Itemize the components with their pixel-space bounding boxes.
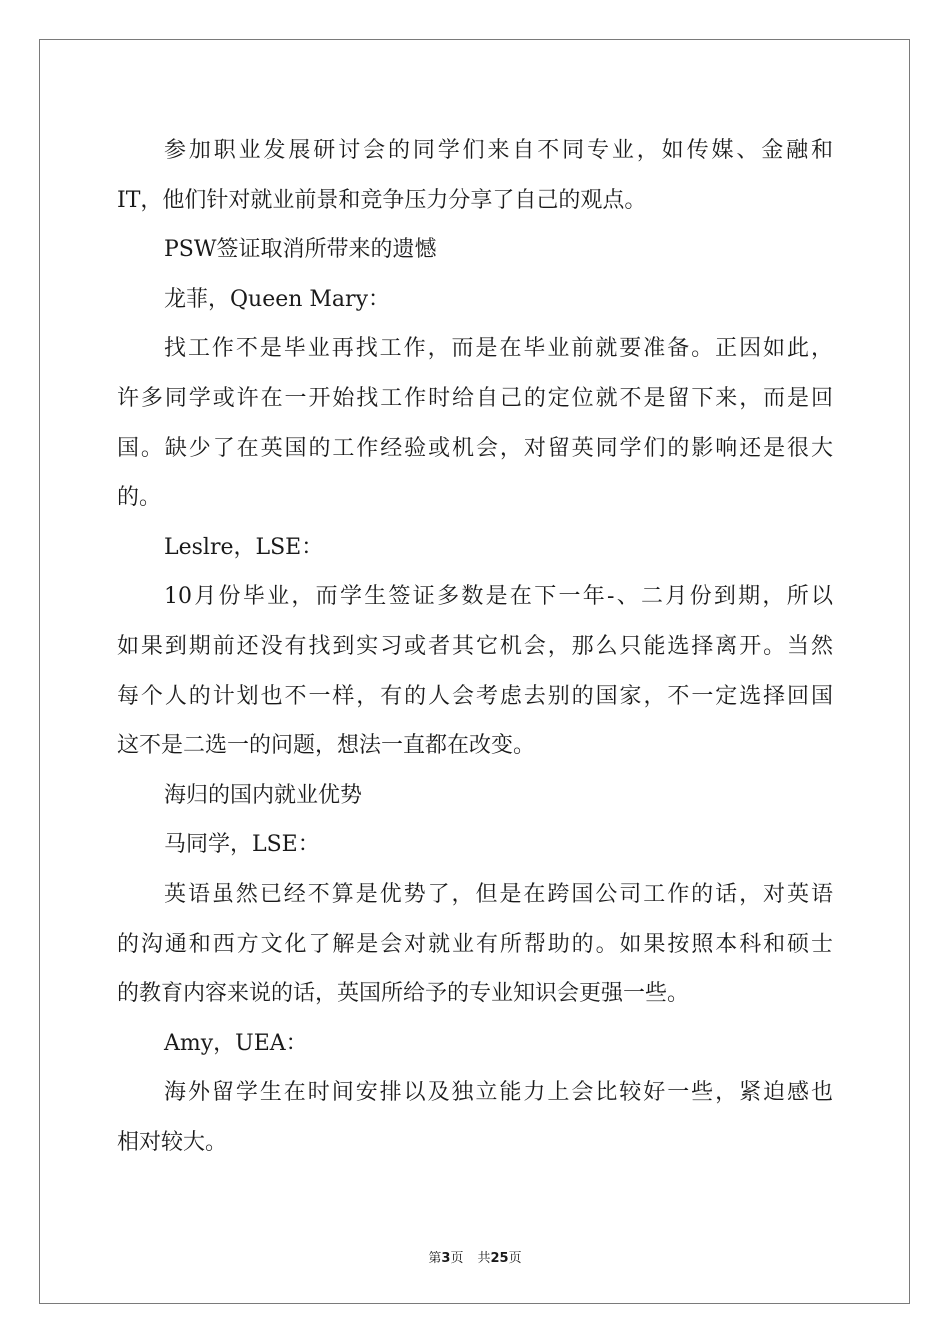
speaker-label: Leslre，LSE： [164, 534, 324, 560]
text-line: 如果到期前还没有找到实习或者其它机会，那么只能选择离开。当然 [117, 633, 833, 659]
speaker-label: 龙菲，Queen Mary： [164, 286, 390, 312]
page-footer [0, 1247, 950, 1266]
text-line: 国。缺少了在英国的工作经验或机会，对留英同学们的影响还是很大 [117, 435, 833, 461]
text-line: 的教育内容来说的话，英国所给予的专业知识会更强一些。 [117, 981, 690, 1007]
page-prefix: 第 [428, 1251, 442, 1266]
text-line: 相对较大。 [117, 1129, 228, 1155]
text-line: 海外留学生在时间安排以及独立能力上会比较好一些，紧迫感也 [164, 1080, 833, 1106]
section-heading: 海归的国内就业优势 [164, 782, 363, 808]
text-line: IT，他们针对就业前景和竞争压力分享了自己的观点。 [117, 187, 647, 213]
text-line: 参加职业发展研讨会的同学们来自不同专业，如传媒、金融和 [164, 138, 833, 163]
text-line: 每个人的计划也不一样，有的人会考虑去别的国家，不一定选择回国 [117, 683, 833, 709]
page-number: 3 [441, 1251, 451, 1266]
document-body [117, 126, 833, 1167]
text-line: 英语虽然已经不算是优势了，但是在跨国公司工作的话，对英语 [164, 881, 833, 907]
speaker-label: 马同学，LSE： [164, 832, 320, 858]
total-pages: 25 [490, 1251, 509, 1266]
total-suffix: 页 [508, 1251, 522, 1266]
text-line: 找工作不是毕业再找工作，而是在毕业前就要准备。正因如此， [164, 336, 833, 362]
section-heading: PSW签证取消所带来的遗憾 [164, 237, 437, 263]
text-line: 10月份毕业，而学生签证多数是在下一年-、二月份到期，所以 [164, 584, 833, 610]
text-line: 的沟通和西方文化了解是会对就业有所帮助的。如果按照本科和硕士 [117, 931, 833, 957]
text-line: 许多同学或许在一开始找工作时给自己的定位就不是留下来，而是回 [117, 385, 833, 411]
text-line: 的。 [117, 485, 162, 511]
page-suffix: 页 [450, 1251, 464, 1266]
total-prefix: 共 [477, 1251, 491, 1266]
speaker-label: Amy，UEA： [164, 1030, 308, 1056]
text-line: 这不是二选一的问题，想法一直都在改变。 [117, 733, 536, 759]
